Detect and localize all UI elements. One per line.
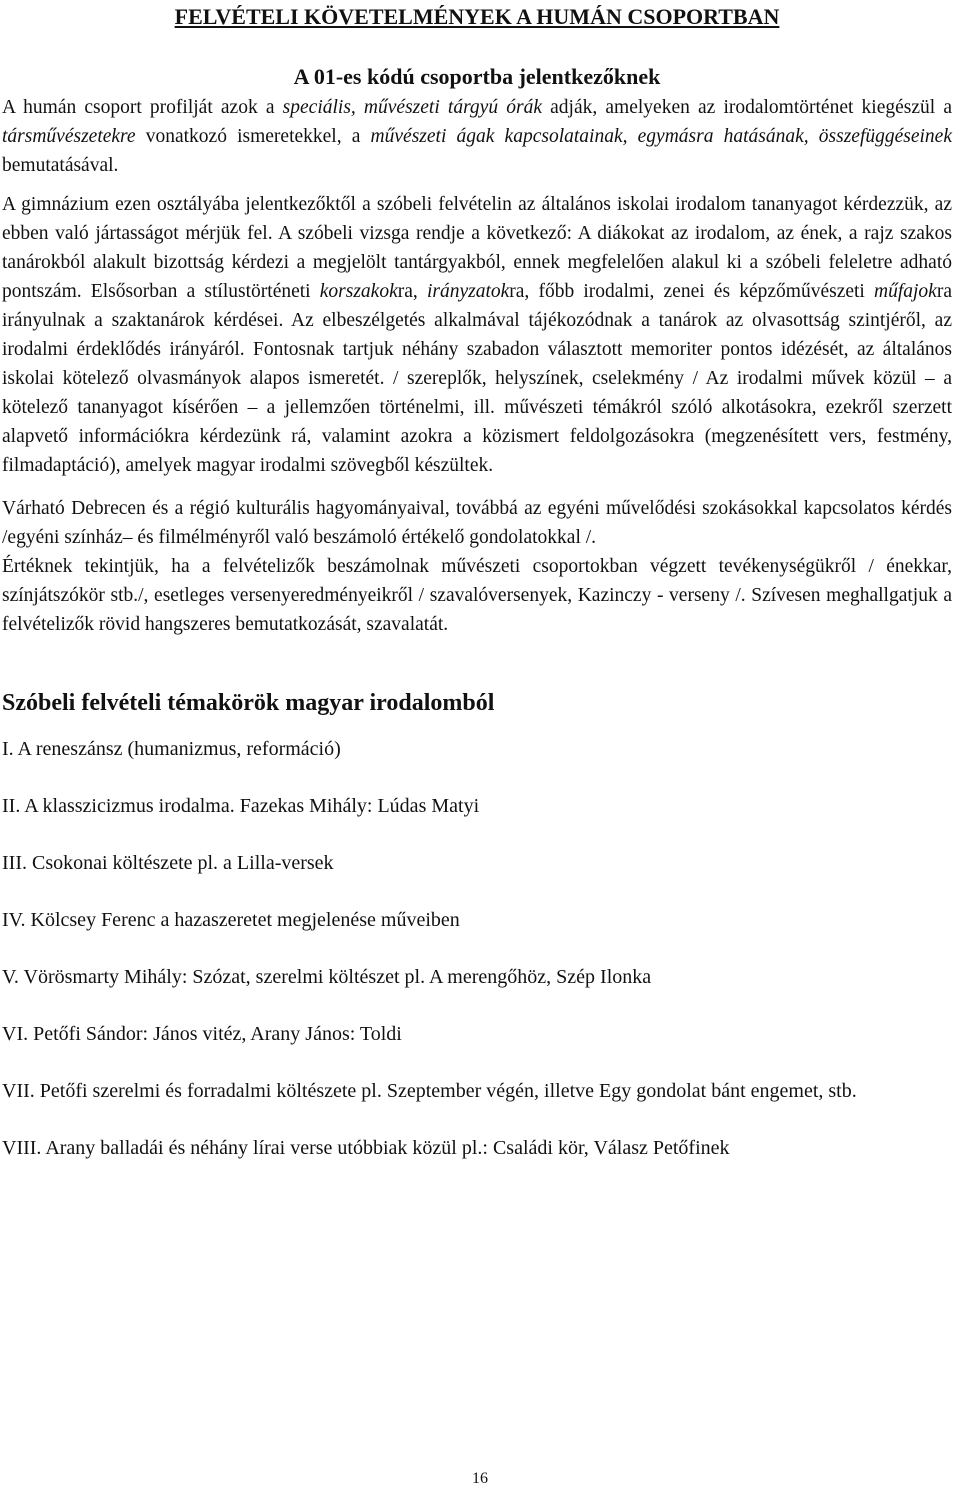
topic-list bbox=[2, 735, 952, 1163]
group-subtitle: A 01-es kódú csoportba jelentkezőknek bbox=[293, 64, 661, 89]
topic-item: III. Csokonai költészete pl. a Lilla-versek bbox=[2, 852, 334, 874]
topic-item: II. A klasszicizmus irodalma. Fazekas Mihály: Lúdas Matyi bbox=[2, 795, 480, 817]
oral-exam-paragraph bbox=[2, 190, 952, 480]
intro-paragraph bbox=[2, 93, 952, 180]
emphasized-text: speciális, művészeti tárgyú órák bbox=[282, 97, 542, 118]
topic-item: V. Vörösmarty Mihály: Szózat, szerelmi költészet pl. A merengőhöz, Szép Ilonka bbox=[2, 966, 652, 988]
text-run: ra, bbox=[397, 281, 427, 302]
text-run: adják, amelyeken az irodalomtörténet kiegészül a bbox=[541, 97, 953, 118]
topic-item: VII. Petőfi szerelmi és forradalmi költészete pl. Szeptember végén, illetve Egy gondolat bánt engemet, stb. bbox=[2, 1080, 857, 1102]
text-run: A humán csoport profilját azok a bbox=[2, 97, 283, 118]
topic-item: VI. Petőfi Sándor: János vitéz, Arany János: Toldi bbox=[2, 1023, 402, 1045]
emphasized-text: műfajok bbox=[874, 281, 937, 302]
page-number: 16 bbox=[472, 1470, 488, 1487]
document-title: FELVÉTELI KÖVETELMÉNYEK A HUMÁN CSOPORTBAN bbox=[174, 4, 780, 29]
topic-item: IV. Kölcsey Ferenc a hazaszeretet megjelenése műveiben bbox=[2, 909, 460, 931]
valued-activities-paragraph: Értéknek tekintjük, ha a felvételizők beszámolnak művészeti csoportokban végzett tevékenységükről / énekkar, színjátszókör stb./, esetleges versenyeredményeikről / szavalóversenyek, Kazinczy - verseny /. Szívesen meghallgatjuk a felvételizők rövid hangszeres bemutatkozását, szavalatát. bbox=[2, 556, 952, 635]
emphasized-text: művészeti ágak kapcsolatainak, egymásra hatásának, összefüggéseinek bbox=[370, 126, 952, 147]
text-run: ra irányulnak a szaktanárok kérdései. Az elbeszélgetés alkalmával tájékozódnak a tanárok az olvasottság szintjéről, az irodalmi érdeklődés irányáról. Fontosnak tartjuk néhány szabadon választott memoriter pontos idézését, az általános iskolai kötelező olvasmányok alapos ismeretét. / szereplők, helyszínek, cselekmény / Az irodalmi művek közül – a kötelező tananyagot kísérően – a jellemzően történelmi, ill. művészeti témákról szóló alkotásokra, ezekről szerzett alapvető információkra kérdezünk rá, valamint azokra a közismert feldolgozásokra (megzenésített vers, festmény, filmadaptáció), amelyek magyar irodalmi szövegből készültek. bbox=[2, 281, 952, 476]
emphasized-text: korszakok bbox=[319, 281, 398, 302]
text-run: A gimnázium ezen osztályába jelentkezőktől a szóbeli felvételin az általános iskolai irodalom tananyagot kérdezzük, az ebben való jártasságot mérjük fel. A szóbeli vizsga rendje a következő: A diákokat az irodalom, az ének, a rajz szakos tanárokból alakult bizottság kérdezi a megjelölt tantárgyakból, ennek megfelelően alakul ki a szóbeli feleletre adható pontszám. Elsősorban a stílustörténeti bbox=[2, 194, 952, 302]
topics-heading: Szóbeli felvételi témakörök magyar irodalomból bbox=[2, 690, 495, 716]
topic-item: VIII. Arany balladái és néhány lírai verse utóbbiak közül pl.: Családi kör, Válasz Petőfinek bbox=[2, 1137, 730, 1159]
emphasized-text: társművészetekre bbox=[2, 126, 136, 147]
text-run: bemutatásával. bbox=[2, 155, 119, 176]
text-run: vonatkozó ismeretekkel, a bbox=[135, 126, 371, 147]
topic-item: I. A reneszánsz (humanizmus, reformáció) bbox=[2, 738, 341, 760]
text-run: ra, főbb irodalmi, zenei és képzőművészeti bbox=[509, 281, 875, 302]
expected-knowledge-paragraph: Várható Debrecen és a régió kulturális hagyományaival, továbbá az egyéni művelődési szokásokkal kapcsolatos kérdés /egyéni színház– és filmélményről való beszámoló értékelő gondolatokkal /. bbox=[2, 498, 952, 548]
emphasized-text: irányzatok bbox=[426, 281, 510, 302]
